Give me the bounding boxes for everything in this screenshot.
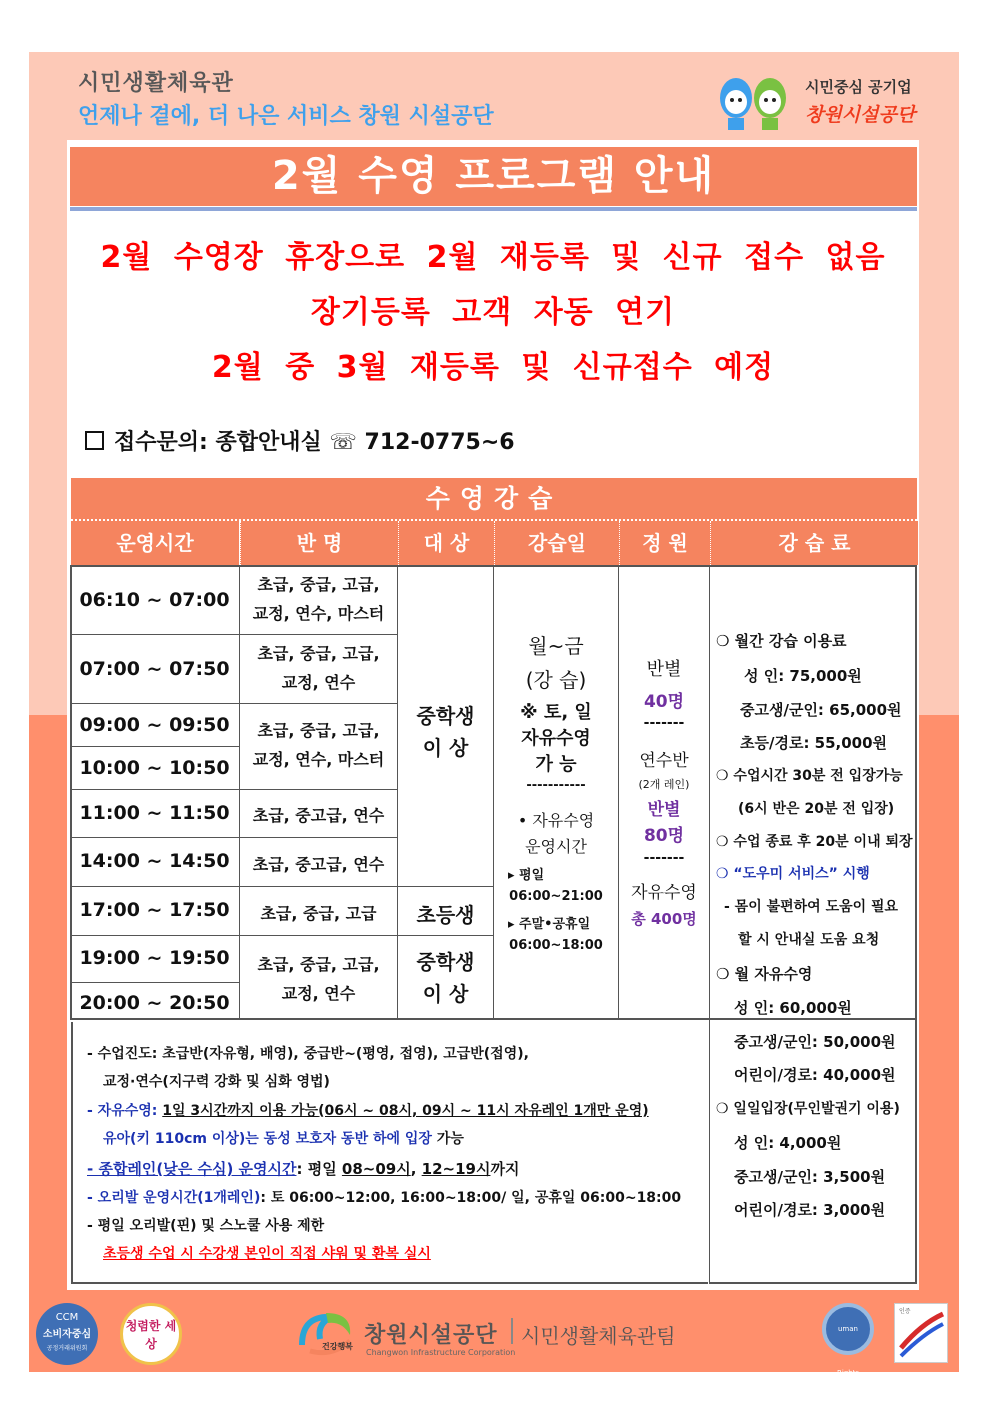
row-divider	[71, 789, 397, 790]
col-header-fee: 강 습 료	[710, 521, 918, 565]
capacity-divider: -------	[643, 850, 685, 866]
row-divider	[71, 886, 493, 887]
fee-item: 중고생/군인: 50,000원	[734, 1033, 896, 1051]
fee-item: 성 인: 75,000원	[744, 667, 862, 685]
class-name: 초급, 중고급, 연수	[252, 806, 385, 825]
days-note: 가 능	[535, 754, 577, 775]
note-progress-cont: 교정·연수(지구력 강화 및 심화 영법)	[103, 1074, 330, 1090]
capacity-value: 80명	[643, 826, 685, 846]
checkbox-icon	[85, 431, 104, 450]
inquiry-line	[85, 425, 515, 456]
clean-world-logo: 청렴한 세상	[120, 1303, 182, 1365]
fee-item: 어린이/경로: 3,000원	[734, 1201, 886, 1219]
time-slot: 09:00 ~ 09:50	[79, 714, 230, 736]
fee-item: 성 인: 4,000원	[734, 1134, 842, 1152]
capacity-label: 반별	[647, 800, 681, 820]
logo-script: 창원시설공단	[805, 104, 916, 126]
fee-note: ❍ 수업시간 30분 전 입장가능	[716, 768, 903, 784]
certification-logo: 인증	[894, 1303, 948, 1363]
footer-org-english: Changwon Infrastructure Corporation	[366, 1348, 516, 1357]
free-swim-weekday-time: 06:00~21:00	[509, 889, 603, 904]
fee-item: 초등/경로: 55,000원	[740, 734, 888, 752]
slogan: 언제나 곁에, 더 나은 서비스 창원 시설공단	[78, 104, 494, 129]
col-header-target: 대 상	[398, 521, 494, 565]
days-divider: -----------	[526, 778, 586, 793]
note-free-swim-cont: 유아(키 110cm 이상)는 동성 보호자 동반 하에 입장 가능	[103, 1131, 464, 1147]
capacity-value: 40명	[643, 692, 685, 712]
mascot-logo	[712, 64, 932, 134]
notice-line-1: 2월 수영장 휴장으로 2월 재등록 및 신규 접수 없음	[100, 240, 886, 275]
note-fins: - 오리발 운영시간(1개레인): 토 06:00~12:00, 16:00~18:00/ 일, 공휴일 06:00~18:00	[87, 1190, 682, 1206]
row-divider	[71, 982, 239, 983]
class-name: 초급, 중급, 고급, 교정, 연수	[257, 644, 380, 692]
capacity-note: (2개 레인)	[638, 778, 690, 791]
note-progress: - 수업진도: 초급반(자유형, 배영), 중급반~(평영, 접영), 고급반(접영),	[87, 1046, 529, 1062]
capacity-label: 반별	[646, 659, 682, 680]
notice-line-3: 2월 중 3월 재등록 및 신규접수 예정	[211, 350, 775, 385]
free-swim-weekend: ▸ 주말•공휴일	[508, 917, 591, 932]
capacity-value: 총 400명	[631, 910, 697, 928]
fee-heading: ❍ 월간 강습 이용료	[716, 632, 847, 650]
note-mixed-lane: - 종합레인(낮은 수심) 운영시간: 평일 08~09시, 12~19시까지	[87, 1160, 520, 1178]
swirl-icon	[292, 1305, 362, 1361]
fee-heading: ❍ 일일입장(무인발권기 이용)	[716, 1101, 900, 1117]
row-divider	[71, 746, 239, 747]
free-swim-weekend-time: 06:00~18:00	[509, 938, 603, 953]
ccm-logo: CCM 소비자중심 공정거래위원회	[36, 1303, 98, 1365]
section-title: 수영강습	[71, 478, 917, 521]
logo-tagline: 시민중심 공기업	[805, 78, 912, 96]
col-header-capacity: 정 원	[619, 521, 710, 565]
fee-item: 중고생/군인: 3,500원	[734, 1168, 886, 1186]
note-fin-restrict: - 평일 오리발(핀) 및 스노쿨 사용 제한	[87, 1218, 325, 1234]
col-header-time: 운영시간	[71, 521, 239, 565]
note-free-swim: - 자유수영: 1일 3시간까지 이용 가능(06시 ~ 08시, 09시 ~ 11시 자유레인 1개만 운영)	[87, 1103, 649, 1119]
fee-item: 어린이/경로: 40,000원	[734, 1066, 896, 1084]
time-slot: 19:00 ~ 19:50	[79, 947, 230, 969]
row-divider	[71, 837, 397, 838]
inquiry-text: 접수문의: 종합안내실 ☏ 712-0775~6	[114, 430, 515, 455]
note-elementary: 초등생 수업 시 수강생 본인이 직접 샤워 및 환복 실시	[103, 1246, 431, 1262]
fee-note: (6시 반은 20분 전 입장)	[738, 801, 895, 817]
capacity-label: 자유수영	[631, 883, 697, 903]
footer-team: 시민생활체육관팀	[521, 1324, 676, 1348]
time-slot: 11:00 ~ 11:50	[79, 802, 230, 824]
class-name: 초급, 중급, 고급, 교정, 연수	[257, 955, 380, 1003]
fee-item: 중고생/군인: 65,000원	[740, 701, 902, 719]
row-divider	[71, 634, 397, 635]
free-swim-title: 운영시간	[525, 837, 587, 856]
happy-logo: 건강행복	[292, 1305, 362, 1361]
time-slot: 20:00 ~ 20:50	[79, 992, 230, 1014]
human-rights-logo: uman Rights	[822, 1303, 874, 1355]
target-group: 중학생 이 상	[416, 704, 475, 760]
class-name: 초급, 중급, 고급, 교정, 연수, 마스터	[252, 721, 385, 769]
class-name: 초급, 중급, 고급	[260, 904, 377, 923]
row-divider	[71, 703, 397, 704]
notice-line-2: 장기등록 고객 자동 연기	[310, 295, 676, 330]
days-note: ※ 토, 일	[520, 702, 592, 723]
time-slot: 10:00 ~ 10:50	[79, 757, 230, 779]
mascot-icon	[712, 64, 802, 134]
time-slot: 17:00 ~ 17:50	[79, 899, 230, 921]
class-name: 초급, 중급, 고급, 교정, 연수, 마스터	[252, 575, 385, 623]
row-divider	[71, 935, 493, 936]
days-note: 자유수영	[521, 728, 591, 749]
col-header-days: 강습일	[494, 521, 619, 565]
fee-item: 성 인: 60,000원	[734, 999, 852, 1017]
col-header-class: 반 명	[240, 521, 398, 565]
fee-heading: ❍ 월 자유수영	[716, 965, 813, 983]
org-name: 시민생활체육관	[78, 71, 234, 96]
class-name: 초급, 중고급, 연수	[252, 855, 385, 874]
capacity-divider: -------	[643, 715, 685, 731]
footer-org-name: 창원시설공단	[364, 1323, 498, 1348]
fee-note: 할 시 안내실 도움 요청	[738, 932, 880, 948]
free-swim-title: • 자유수영	[517, 811, 595, 830]
target-group: 초등생	[416, 903, 475, 927]
days-main-sub: (강 습)	[525, 668, 587, 692]
fee-note: ❍ “도우미 서비스” 시행	[716, 866, 870, 882]
time-slot: 14:00 ~ 14:50	[79, 850, 230, 872]
table-divider	[618, 565, 619, 1020]
title-underline	[70, 207, 917, 211]
time-slot: 06:10 ~ 07:00	[79, 589, 230, 611]
fee-note: ❍ 수업 종료 후 20분 이내 퇴장	[716, 834, 913, 850]
fee-note: - 몸이 불편하여 도움이 필요	[724, 899, 899, 915]
target-group: 중학생 이 상	[416, 950, 475, 1006]
page-title: 2월 수영 프로그램 안내	[70, 147, 917, 206]
free-swim-weekday: ▸ 평일	[508, 868, 545, 883]
time-slot: 07:00 ~ 07:50	[79, 658, 230, 680]
days-main: 월~금	[528, 634, 584, 658]
footer-divider	[511, 1318, 513, 1344]
capacity-label: 연수반	[639, 751, 689, 771]
